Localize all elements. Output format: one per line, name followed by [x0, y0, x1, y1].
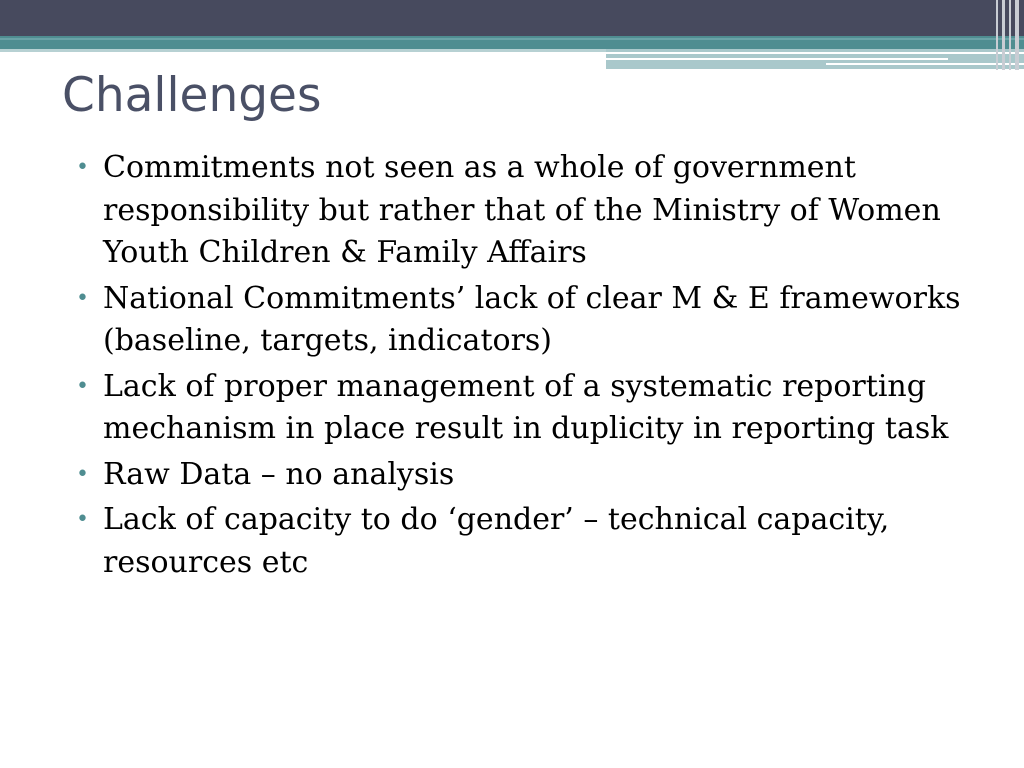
- slide-title: Challenges: [62, 68, 322, 123]
- bullet-item: [72, 499, 972, 584]
- bullet-item: [72, 366, 972, 451]
- bullet-dot-icon: •: [76, 507, 89, 532]
- bullet-text: Commitments not seen as a whole of government responsibility but rather that of the Ministry of Women Youth Children & Family Affairs: [103, 150, 941, 270]
- header-band-dark: [0, 0, 1024, 36]
- header-vertical-stripes: [994, 0, 1024, 70]
- bullet-dot-icon: •: [76, 373, 89, 399]
- header-notch-line: [606, 52, 1024, 54]
- bullet-dot-icon: •: [76, 461, 89, 487]
- bullet-item: [72, 454, 972, 497]
- header-notch-line: [606, 58, 948, 60]
- bullet-dot-icon: •: [76, 285, 89, 311]
- bullet-list: [72, 147, 972, 587]
- bullet-item: [72, 147, 972, 275]
- bullet-text: Raw Data – no analysis: [103, 456, 455, 492]
- bullet-text: Lack of proper management of a systematic reporting mechanism in place result in duplicity in reporting task: [103, 368, 949, 446]
- bullet-dot-icon: •: [76, 155, 89, 180]
- header-band-teal-highlight: [0, 38, 1024, 40]
- bullet-text: National Commitments’ lack of clear M & E frameworks (baseline, targets, indicators): [103, 280, 961, 358]
- header-band-light: [0, 49, 608, 52]
- bullet-item: [72, 278, 972, 363]
- bullet-text: Lack of capacity to do ‘gender’ – technical capacity, resources etc: [103, 502, 890, 580]
